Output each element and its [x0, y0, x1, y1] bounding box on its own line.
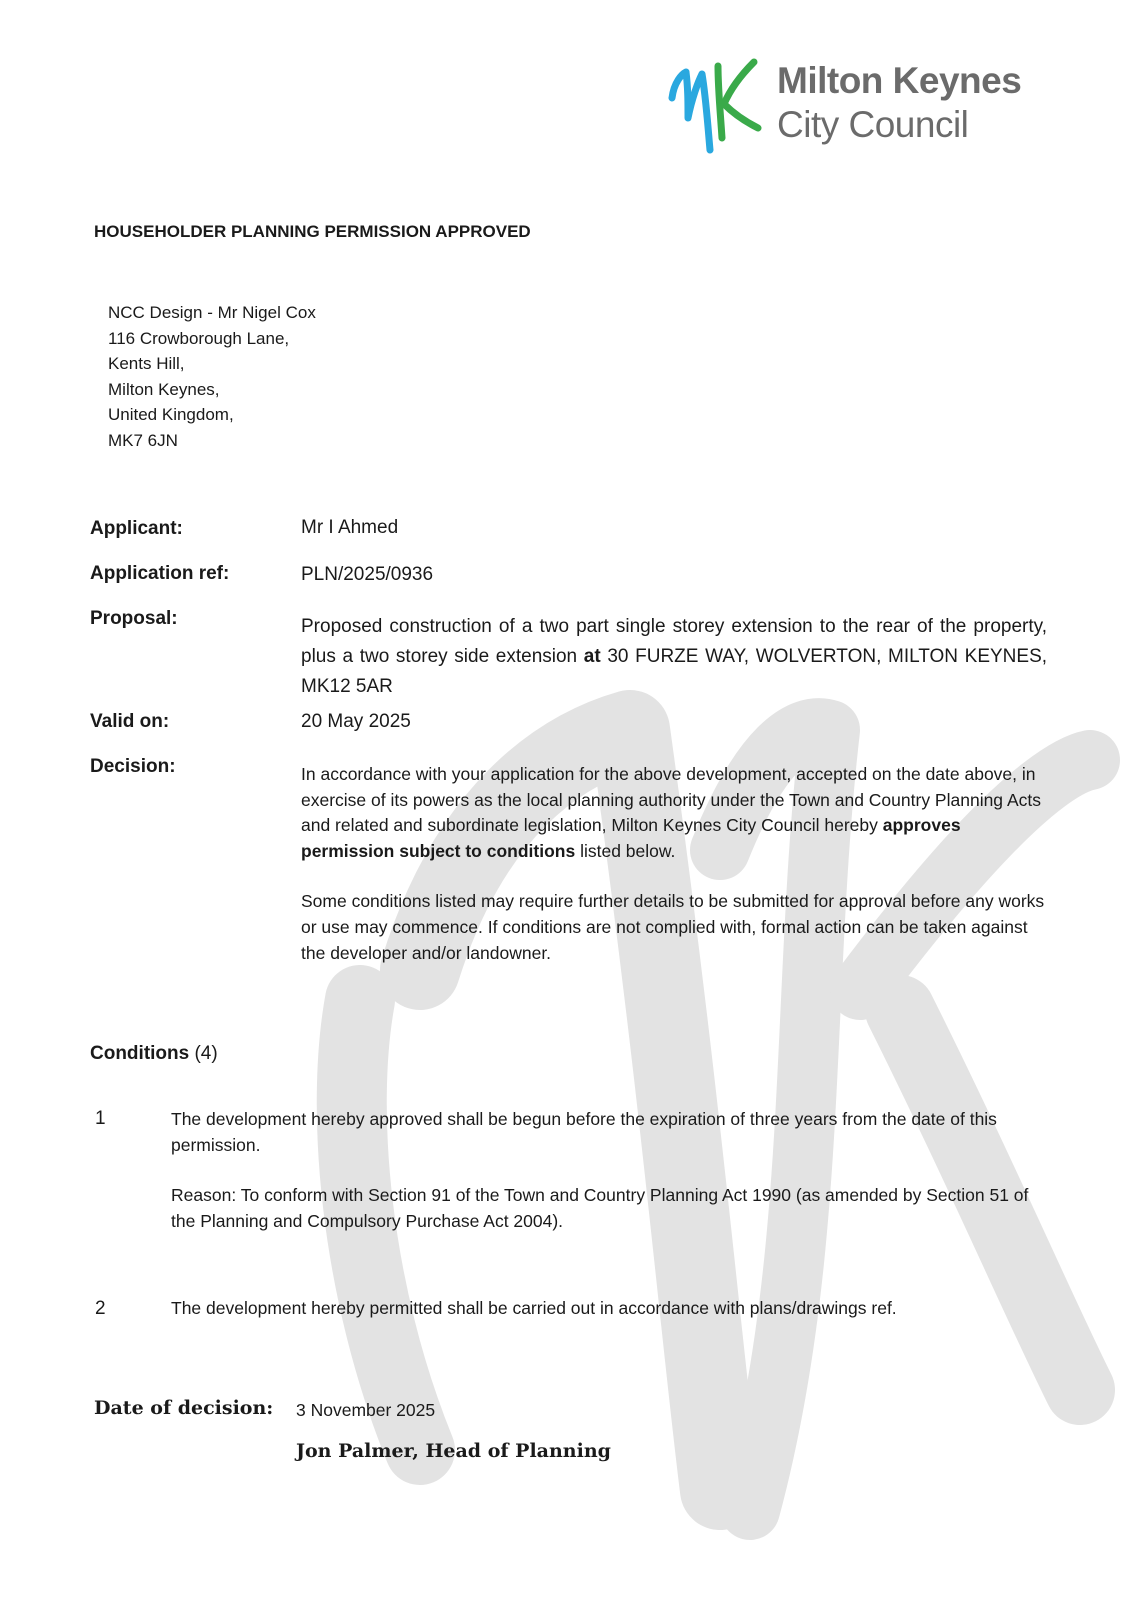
- address-line: Kents Hill,: [108, 354, 185, 374]
- proposal-at: at: [583, 646, 601, 667]
- valid-on-label: Valid on:: [90, 711, 170, 732]
- decision-label: Decision:: [90, 756, 176, 777]
- decision-p1-start: In accordance with your application for the above development, accepted on the date above, in exercise of its powers as the local planning authority under the Town and Country Planning Acts and related and subordinate legislation, Milton Keynes City Council hereby: [301, 764, 1041, 836]
- application-ref-label: Application ref:: [90, 563, 230, 584]
- proposal-text: Proposed construction of a two part single storey extension to the rear of the property, plus a two storey side extension: [301, 616, 1047, 667]
- decision-paragraph-2: Some conditions listed may require further details to be submitted for approval before any works or use may commence. If conditions are not complied with, formal action can be taken against the developer and/or landowner.: [301, 891, 1045, 963]
- application-ref-value: PLN/2025/0936: [301, 564, 434, 585]
- condition-number: 2: [95, 1298, 106, 1319]
- proposal-value: [301, 612, 1047, 702]
- proposal-label: Proposal:: [90, 608, 178, 629]
- date-of-decision-label: Date of decision:: [94, 1397, 274, 1419]
- conditions-count: (4): [194, 1043, 218, 1064]
- recipient-address: [108, 300, 316, 454]
- conditions-heading-text: Conditions: [90, 1043, 190, 1064]
- document-title: HOUSEHOLDER PLANNING PERMISSION APPROVED: [94, 222, 531, 241]
- decision-p1-bold: approves permission subject to conditions: [301, 815, 961, 861]
- decision-paragraph-1: [301, 762, 1051, 864]
- signatory: Jon Palmer, Head of Planning: [296, 1440, 611, 1462]
- decision-p1-end: listed below.: [580, 840, 676, 861]
- logo-text-city-council: City Council: [777, 104, 969, 145]
- address-line: 116 Crowborough Lane,: [108, 328, 290, 348]
- condition-text: The development hereby approved shall be begun before the expiration of three years from the date of this permission.: [171, 1109, 997, 1155]
- logo-text-milton-keynes: Milton Keynes: [777, 60, 1022, 101]
- applicant-value: Mr I Ahmed: [301, 517, 399, 538]
- condition-1: [171, 1107, 1051, 1259]
- decision-text: [301, 762, 1051, 991]
- address-line: NCC Design - Mr Nigel Cox: [108, 303, 316, 322]
- applicant-label: Applicant:: [90, 518, 183, 539]
- condition-reason: Reason: To conform with Section 91 of the Town and Country Planning Act 1990 (as amended by Section 51 of the Planning and Compulsory Purchase Act 2004).: [171, 1185, 1029, 1231]
- proposal-address: 30 FURZE WAY, WOLVERTON, MILTON KEYNES, MK12 5AR: [301, 646, 1048, 697]
- address-line: United Kingdom,: [108, 405, 234, 425]
- condition-number: 1: [95, 1108, 106, 1129]
- condition-text: The development hereby permitted shall be carried out in accordance with plans/drawings ref.: [171, 1298, 897, 1318]
- condition-2: [171, 1296, 1051, 1347]
- address-line: Milton Keynes,: [108, 379, 220, 399]
- conditions-heading: [90, 1043, 218, 1065]
- mk-logo-icon: [668, 58, 764, 154]
- date-of-decision-value: 3 November 2025: [296, 1400, 436, 1420]
- address-line: MK7 6JN: [108, 430, 178, 450]
- valid-on-value: 20 May 2025: [301, 711, 411, 732]
